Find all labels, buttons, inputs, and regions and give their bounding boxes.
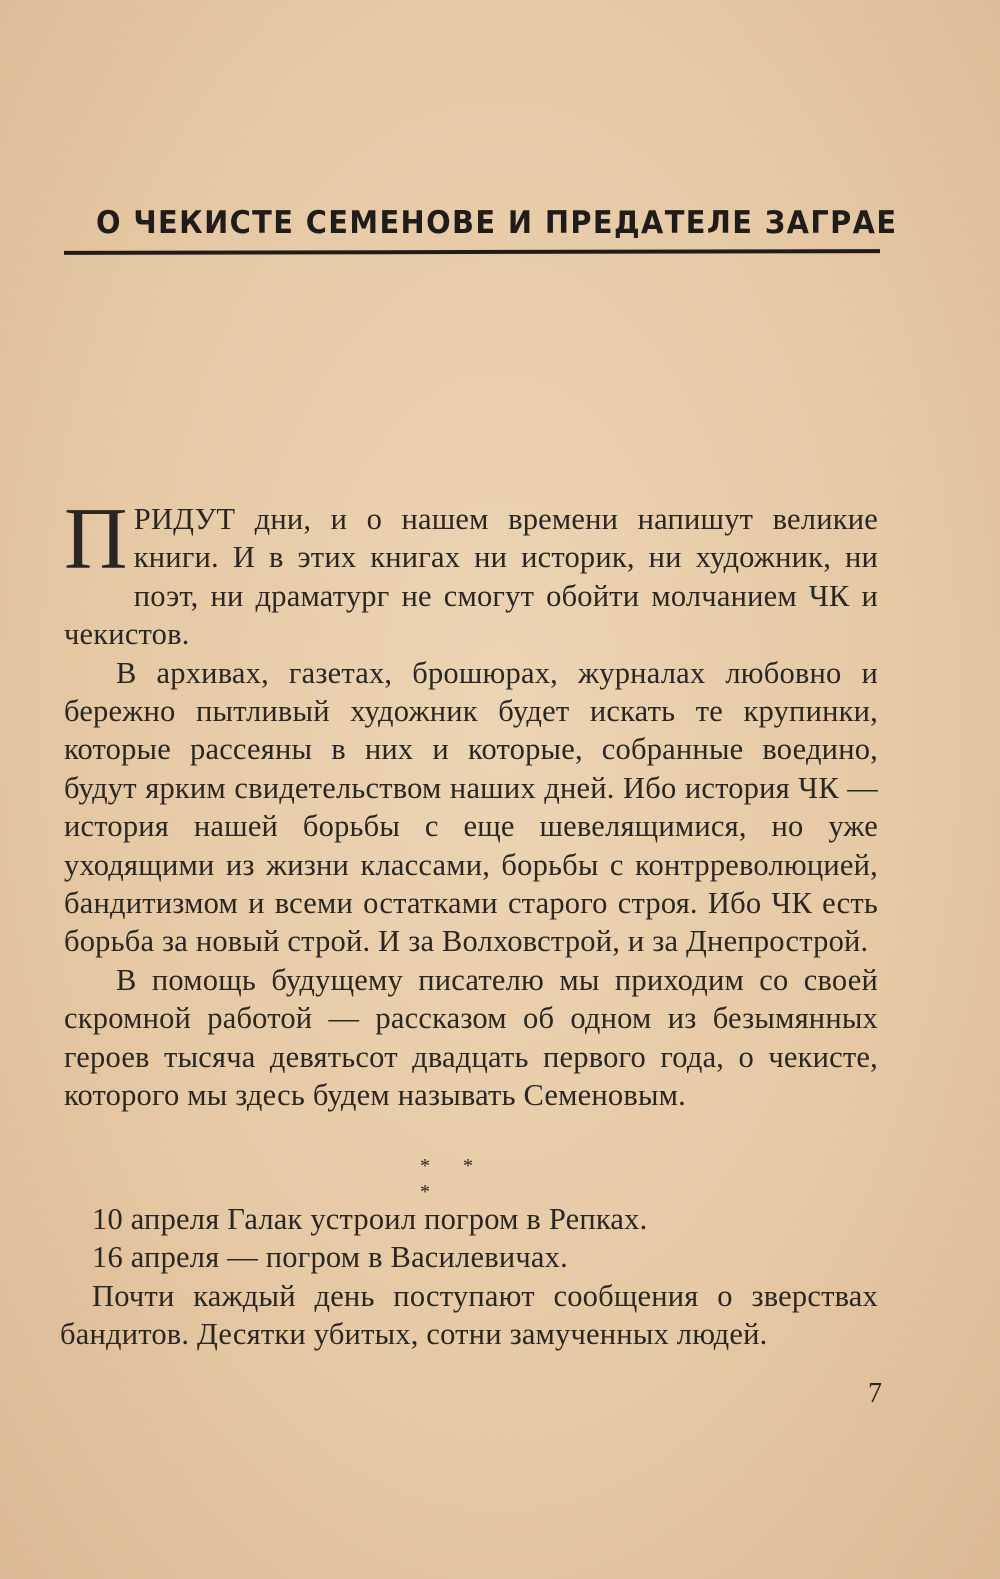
paragraph-3: В помощь будущему писателю мы приходим со своей скромной работой — рассказом об одном из безымянных героев тысяча девятьсот двадцать первого года, о чекисте, которого мы здесь будем называть Семеновым. <box>64 962 878 1113</box>
section-separator <box>420 1152 500 1203</box>
section-2-line-2: 16 апреля — погром в Василевичах. <box>92 1240 568 1275</box>
chapter-heading: О ЧЕКИСТЕ СЕМЕНОВЕ И ПРЕДАТЕЛЕ ЗАГРАЕ <box>96 205 898 241</box>
section-2-text <box>60 1200 878 1354</box>
separator-text: * * * <box>420 1155 487 1203</box>
drop-cap: П <box>64 491 128 588</box>
paragraph-2: В архивах, газетах, брошюрах, журналах любовно и бережно пытливый художник будет искать те крупинки, которые рассеяны в них и которые, собранные воедино, будут ярким свидетельством наших дней. Ибо история ЧК — история нашей борьбы с еще шевелящимися, но уже уходящими из жизни классами, борьбы с контрреволюцией, бандитизмом и всеми остатками старого строя. Ибо ЧК есть борьба за новый строй. И за Волховстрой, и за Днепрострой. <box>64 655 878 959</box>
intro-text <box>64 491 878 1115</box>
heading-rule <box>64 249 880 255</box>
paragraph-1-text: РИДУТ дни, и о нашем времени напишут великие книги. И в этих книгах ни историк, ни художник, ни поэт, ни драматург не смогут обойти молчанием ЧК и чекистов. <box>64 502 878 652</box>
page-number: 7 <box>868 1378 882 1409</box>
section-2-line-3: Почти каждый день поступают сообщения о зверствах бандитов. Десятки убитых, сотни замученных людей. <box>60 1278 878 1352</box>
paragraph-1 <box>64 491 878 654</box>
section-2-line-1: 10 апреля Галак устроил погром в Репках. <box>92 1202 648 1236</box>
